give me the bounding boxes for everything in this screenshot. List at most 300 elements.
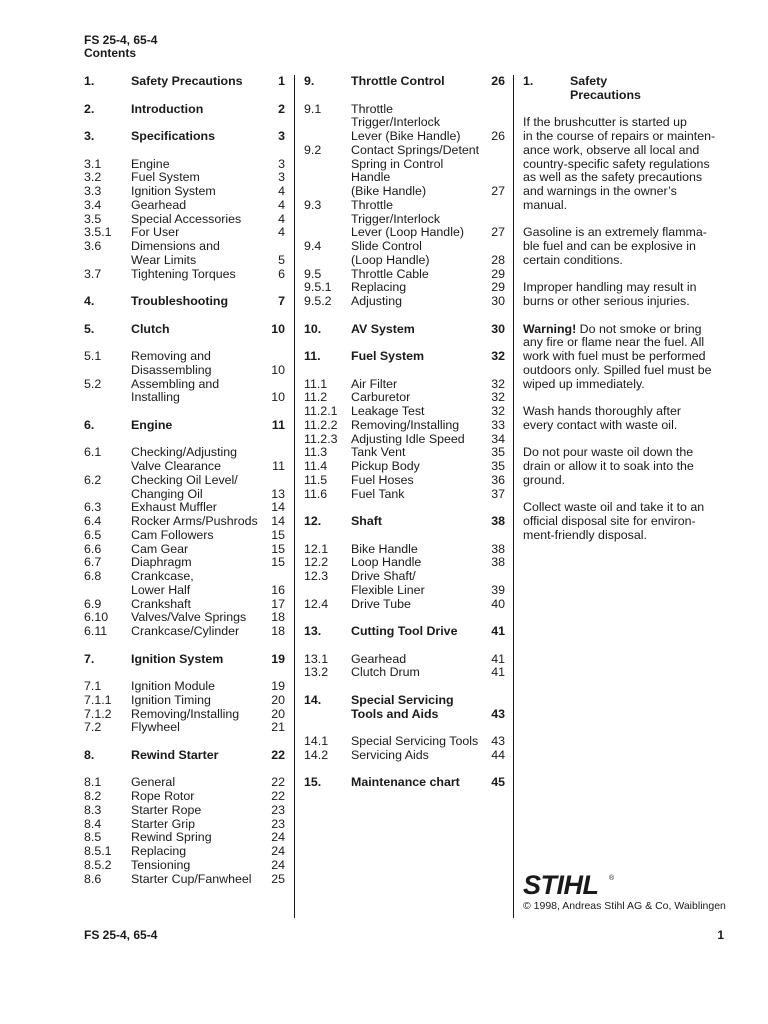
toc-title: Special Servicing Tools [351,734,479,748]
toc-entry [304,653,505,667]
toc-entry [304,144,505,199]
toc-page: 18 [271,624,285,638]
toc-entry [84,501,285,515]
toc-number: 8. [84,747,95,762]
toc-page: 22 [271,775,285,790]
toc-entry [304,735,505,749]
toc-chapter [84,130,285,144]
toc-page: 11 [271,417,285,432]
toc-title: Crankcase, Lower Half [131,569,194,597]
toc-title: Drive Shaft/ Flexible Liner [351,569,425,597]
toc-entry [304,446,505,460]
toc-page: 40 [491,596,505,611]
toc-page: 14 [271,514,285,528]
toc-title: Throttle Trigger/Interlock Lever (Bike Handle) [351,101,461,143]
toc-entry [304,666,505,680]
toc-number: 11.2 [304,390,328,405]
toc-page: 17 [271,596,285,611]
toc-entry [84,790,285,804]
toc-page: 2 [278,101,285,116]
toc-title: Drive Tube [351,596,411,611]
toc-title: Cam Followers [131,527,214,542]
toc-title: Throttle Control [351,74,445,88]
toc-entry [84,873,285,887]
toc-number: 11.2.1 [304,404,338,418]
toc-page: 41 [491,624,505,638]
toc-number: 3.5.1 [84,225,112,240]
toc-entry [84,680,285,694]
toc-number: 4. [84,294,95,308]
toc-number: 8.4 [84,816,102,831]
toc-title: Crankcase/Cylinder [131,624,240,638]
toc-number: 12. [304,514,322,528]
toc-page: 22 [271,789,285,803]
toc-entry [84,598,285,612]
toc-number: 8.5.2 [84,857,112,872]
toc-page: 18 [271,610,285,625]
toc-page: 13 [271,486,285,501]
toc-page: 24 [271,830,285,845]
toc-page: 24 [271,844,285,858]
toc-entry [84,611,285,625]
toc-chapter [304,323,505,337]
toc-page: 26 [491,129,505,143]
toc-page: 15 [271,555,285,570]
page-number: 1 [717,928,724,942]
toc-entry [304,103,505,144]
toc-number: 9. [304,74,315,88]
toc-entry [84,515,285,529]
toc-page: 23 [271,816,285,831]
safety-section-title: Safety Precautions [570,74,641,102]
toc-title: Checking/Adjusting Valve Clearance [131,445,238,473]
toc-page: 19 [271,651,285,666]
toc-entry [84,570,285,598]
toc-chapter [304,75,505,89]
toc-title: Specifications [131,129,216,143]
toc-page: 38 [491,541,505,556]
safety-paragraph [523,281,723,309]
warning-label: Warning! [523,321,577,336]
toc-number: 3. [84,129,95,143]
toc-page: 19 [271,679,285,693]
toc-number: 9.2 [304,142,322,157]
toc-title: Fuel System [131,170,200,185]
toc-number: 11.2.3 [304,431,338,446]
toc-number: 9.5.2 [304,294,332,308]
toc-page: 26 [491,74,505,88]
toc-title: Fuel System [351,349,424,363]
toc-page: 4 [278,184,285,198]
toc-number: 3.6 [84,239,102,253]
toc-chapter [304,515,505,529]
toc-page: 32 [491,404,505,418]
toc-entry [304,556,505,570]
toc-page: 6 [278,266,285,281]
toc-number: 7.2 [84,720,102,735]
toc-entry [84,694,285,708]
toc-chapter [304,694,505,722]
toc-entry [84,818,285,832]
toc-number: 3.7 [84,266,102,281]
toc-title: Engine [131,417,173,432]
toc-page: 21 [271,720,285,735]
toc-entry [304,295,505,309]
toc-page: 11 [272,459,285,473]
toc-title: Fuel Hoses [351,472,414,487]
toc-title: Special Servicing Tools and Aids [351,692,454,721]
toc-title: Valves/Valve Springs [131,610,247,625]
toc-entry [84,199,285,213]
toc-page: 45 [491,775,505,790]
toc-title: Cam Gear [131,541,189,556]
toc-number: 9.1 [304,101,322,116]
toc-page: 35 [491,459,505,473]
toc-number: 6.5 [84,527,102,542]
safety-paragraph [523,116,723,212]
toc-title: Ignition Timing [131,692,211,707]
safety-section [523,75,723,556]
toc-title: Diaphragm [131,555,192,570]
safety-paragraph [523,501,723,542]
toc-entry [304,474,505,488]
toc-page: 29 [491,280,505,295]
toc-title: Maintenance chart [351,775,460,790]
toc-entry [304,391,505,405]
toc-page: 27 [491,184,505,198]
toc-chapter [84,103,285,117]
toc-number: 6. [84,417,95,432]
toc-page: 24 [271,857,285,872]
toc-title: Rocker Arms/Pushrods [131,514,258,528]
toc-entry [84,158,285,172]
toc-number: 3.3 [84,184,102,198]
toc-page: 27 [491,225,505,240]
toc-page: 1 [278,74,285,88]
toc-number: 11.1 [304,376,328,391]
toc-title: Engine [131,156,170,171]
toc-number: 8.5 [84,830,102,845]
toc-page: 4 [278,211,285,226]
toc-title: Special Accessories [131,211,242,226]
toc-title: Bike Handle [351,541,418,556]
toc-entry [84,446,285,474]
toc-number: 3.1 [84,156,102,171]
toc-page: 10 [271,321,285,336]
toc-entry [84,625,285,639]
safety-paragraph [523,405,723,433]
toc-entry [84,543,285,557]
toc-entry [84,556,285,570]
toc-entry [84,171,285,185]
toc-number: 13.1 [304,651,329,666]
toc-title: Cutting Tool Drive [351,624,458,638]
toc-title: Shaft [351,514,382,528]
safety-paragraph-text: Improper handling may result in burns or other serious injuries. [523,280,697,308]
toc-page: 30 [491,294,505,308]
toc-title: Rewind Starter [131,747,219,762]
column-divider-2 [513,75,514,918]
toc-number: 13. [304,624,322,638]
toc-page: 38 [491,555,505,570]
toc-page: 34 [491,431,505,446]
toc-chapter [84,323,285,337]
toc-title: Safety Precautions [131,74,243,88]
toc-number: 12.3 [304,569,329,583]
toc-page: 3 [278,129,285,143]
toc-title: Removing/Installing [351,417,460,432]
toc-number: 13.2 [304,665,329,680]
toc-title: Adjusting [351,294,402,308]
toc-entry [304,240,505,268]
safety-paragraph [523,446,723,487]
toc-title: Tightening Torques [131,266,236,281]
toc-title: Pickup Body [351,459,420,473]
toc-title: Clutch [131,321,170,336]
toc-title: AV System [351,321,415,336]
toc-entry [304,378,505,392]
toc-chapter [84,653,285,667]
toc-title: Dimensions and Wear Limits [131,239,220,267]
toc-title: For User [131,225,180,240]
toc-page: 20 [271,706,285,721]
toc-number: 6.4 [84,514,102,528]
toc-number: 7.1 [84,679,102,693]
toc-number: 14.2 [304,747,329,762]
toc-title: Removing/Installing [131,706,240,721]
toc-number: 12.2 [304,555,329,570]
toc-page: 35 [491,445,505,460]
toc-number: 6.9 [84,596,102,611]
safety-paragraph-text: Do not pour waste oil down the drain or allow it to soak into the ground. [523,445,694,487]
toc-number: 2. [84,101,95,116]
toc-entry [304,281,505,295]
toc-page: 44 [491,747,505,762]
toc-page: 29 [491,266,505,281]
toc-title: Rope Rotor [131,789,195,803]
toc-entry [84,378,285,406]
toc-page: 32 [491,390,505,405]
toc-number: 7. [84,651,95,666]
toc-title: Flywheel [131,720,180,735]
toc-chapter [84,749,285,763]
toc-number: 8.6 [84,871,102,886]
toc-entry [304,433,505,447]
toc-page: 36 [491,472,505,487]
toc-title: Tank Vent [351,445,406,460]
toc-page: 43 [491,706,505,721]
toc-number: 6.11 [84,624,108,638]
toc-title: Air Filter [351,376,398,391]
toc-number: 11.3 [304,445,328,460]
toc-page: 20 [271,692,285,707]
toc-entry [84,240,285,268]
toc-page: 10 [271,390,285,405]
toc-entry [304,268,505,282]
toc-number: 15. [304,775,322,790]
toc-number: 1. [84,74,95,88]
toc-column-2 [304,75,505,790]
toc-entry [304,543,505,557]
toc-entry [304,488,505,502]
toc-title: Removing and Disassembling [131,349,212,377]
toc-title: Clutch Drum [351,665,420,680]
toc-number: 5.2 [84,376,102,391]
toc-chapter [84,419,285,433]
toc-page: 7 [278,294,285,308]
safety-paragraph-text: Do not smoke or bring any fire or flame near the fuel. All work with fuel must be performed outdoors only. Spilled fuel must be wiped up immediately. [523,321,712,391]
toc-entry [84,776,285,790]
toc-number: 7.1.1 [84,692,112,707]
toc-number: 9.4 [304,239,322,253]
toc-number: 14.1 [304,734,329,748]
toc-number: 12.4 [304,596,329,611]
toc-title: Throttle Trigger/Interlock Lever (Loop Handle) [351,197,464,240]
toc-title: Replacing [131,844,187,858]
safety-paragraph-text: Collect waste oil and take it to an official disposal site for environ- ment-friendly disposal. [523,500,705,542]
safety-paragraph [523,226,723,267]
toc-title: Crankshaft [131,596,191,611]
toc-entry [304,419,505,433]
toc-page: 14 [271,500,285,515]
toc-page: 32 [491,376,505,391]
toc-number: 11. [304,349,321,363]
toc-title: Ignition System [131,184,216,198]
toc-page: 43 [491,734,505,748]
safety-heading [523,75,723,103]
toc-title: Troubleshooting [131,294,229,308]
toc-entry [84,474,285,502]
toc-page: 33 [491,417,505,432]
toc-title: Carburetor [351,390,411,405]
toc-page: 23 [271,802,285,817]
toc-title: Loop Handle [351,555,422,570]
toc-number: 11.5 [304,472,328,487]
toc-chapter [84,75,285,89]
registered-mark: ® [609,875,615,882]
safety-paragraph-text: Gasoline is an extremely flamma- ble fuel and can be explosive in certain conditions. [523,225,707,267]
toc-title: Tensioning [131,857,191,872]
toc-number: 11.2.2 [304,417,338,432]
header-model: FS 25-4, 65-4 [84,33,158,47]
toc-title: Servicing Aids [351,747,429,762]
toc-chapter [304,625,505,639]
toc-page: 37 [491,486,505,501]
column-divider-1 [294,75,295,918]
toc-title: Replacing [351,280,407,295]
toc-title: Assembling and Installing [131,376,220,405]
toc-number: 12.1 [304,541,329,556]
toc-entry [304,749,505,763]
toc-page: 38 [491,514,505,528]
toc-page: 3 [278,170,285,185]
header-title: Contents [84,46,136,60]
toc-number: 10. [304,321,322,336]
toc-title: Checking Oil Level/ Changing Oil [131,472,238,501]
toc-chapter [304,776,505,790]
toc-number: 6.10 [84,610,109,625]
toc-title: Starter Cup/Fanwheel [131,871,252,886]
stihl-logo [523,870,615,898]
toc-title: Gearhead [351,651,407,666]
toc-number: 7.1.2 [84,706,112,721]
toc-title: Leakage Test [351,404,425,418]
copyright-notice: © 1998, Andreas Stihl AG & Co, Waiblingen [523,900,726,912]
toc-entry [84,804,285,818]
toc-page: 41 [491,651,505,666]
toc-number: 6.8 [84,569,102,583]
toc-page: 41 [491,665,505,680]
toc-title: Rewind Spring [131,830,212,845]
toc-number: 8.1 [84,775,102,790]
toc-number: 6.7 [84,555,102,570]
toc-entry [84,226,285,240]
toc-page: 39 [491,582,505,597]
safety-body [523,116,723,542]
toc-number: 14. [304,692,322,707]
toc-page: 4 [278,197,285,212]
toc-page: 32 [491,349,505,363]
toc-number: 3.5 [84,211,102,226]
toc-entry [304,199,505,240]
toc-title: Introduction [131,101,204,116]
toc-entry [304,460,505,474]
toc-title: Starter Grip [131,816,196,831]
toc-entry [84,529,285,543]
toc-page: 30 [491,321,505,336]
toc-entry [84,708,285,722]
toc-number: 6.1 [84,445,102,460]
toc-entry [304,405,505,419]
toc-entry [304,598,505,612]
toc-number: 11.4 [304,459,328,473]
toc-page: 15 [271,541,285,556]
safety-paragraph [523,323,723,392]
toc-page: 5 [278,252,285,267]
toc-number: 9.5.1 [304,280,332,295]
toc-number: 5. [84,321,95,336]
toc-title: Contact Springs/Detent Spring in Control Handle (Bike Handle) [351,142,480,198]
toc-chapter [304,350,505,364]
toc-title: Slide Control (Loop Handle) [351,239,430,267]
toc-entry [84,859,285,873]
toc-title: Throttle Cable [351,266,429,281]
toc-entry [84,350,285,378]
toc-page: 22 [271,747,285,762]
toc-page: 10 [271,362,285,377]
toc-number: 9.5 [304,266,322,281]
toc-number: 8.2 [84,789,102,803]
toc-page: 28 [491,252,505,267]
toc-entry [84,185,285,199]
toc-number: 6.2 [84,472,102,487]
toc-number: 9.3 [304,197,322,212]
toc-column-1 [84,75,285,886]
toc-number: 6.3 [84,500,102,515]
toc-page: 15 [271,527,285,542]
toc-page: 3 [278,156,285,171]
toc-title: Ignition Module [131,679,216,693]
toc-number: 11.6 [304,486,328,501]
toc-title: General [131,775,176,790]
toc-entry [304,570,505,598]
toc-title: Starter Rope [131,802,202,817]
toc-title: Ignition System [131,651,224,666]
toc-page: 4 [278,225,285,240]
toc-number: 3.4 [84,197,102,212]
toc-number: 5.1 [84,349,102,363]
safety-paragraph-text: Wash hands thoroughly after every contact with waste oil. [523,404,681,432]
